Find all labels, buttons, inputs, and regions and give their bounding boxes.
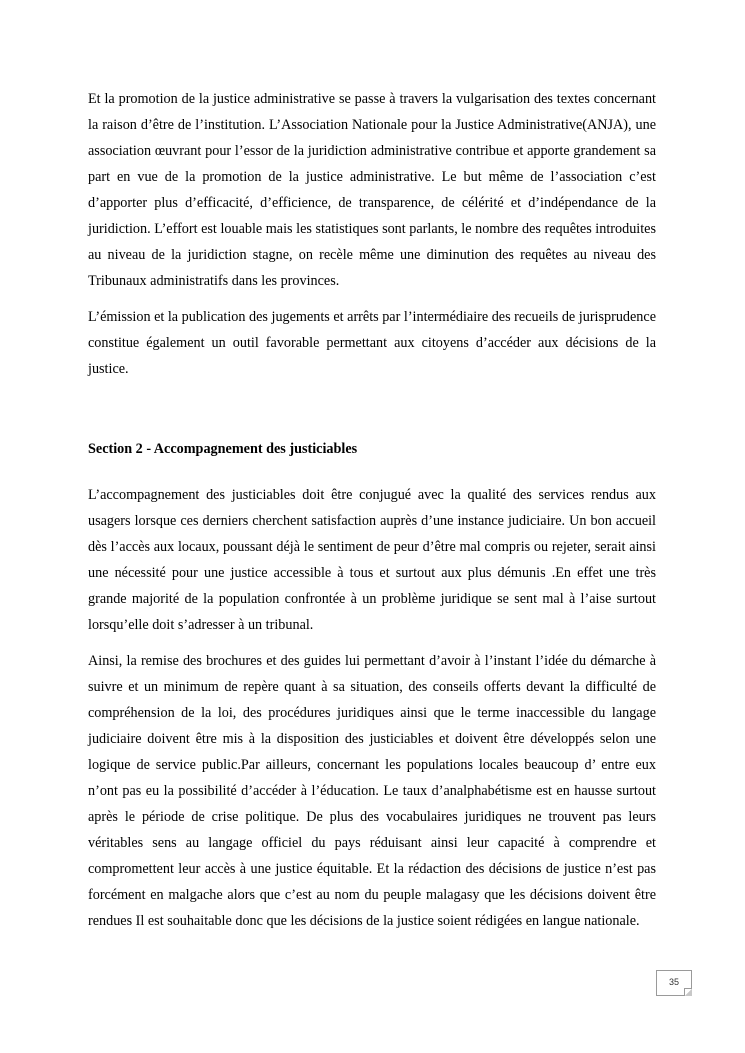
- document-page: [88, 86, 656, 934]
- paragraph-jurisprudence-publication: L’émission et la publication des jugements et arrêts par l’intermédiaire des recueils de jurisprudence constitue également un outil favorable permettant aux citoyens d’accéder aux décisions de la justice.: [88, 309, 656, 377]
- page-number-box: [656, 970, 692, 996]
- page-corner-fold-icon: [684, 988, 692, 996]
- page-number: 35: [668, 977, 679, 987]
- paragraph-justice-promotion: Et la promotion de la justice administrative se passe à travers la vulgarisation des textes concernant la raison d’être de l’institution. L’Association Nationale pour la Justice Administrative(ANJA), une association œuvrant pour l’essor de la juridiction administrative contribue et apporte grandement sa part en vue de la promotion de la justice administrative. Le but même de l’association c’est d’apporter plus d’efficacité, d’efficience, de transparence, de célérité et d’indépendance de la juridiction. L’effort est louable mais les statistiques sont parlants, le nombre des requêtes introduites au niveau de la juridiction stagne, on recèle même une diminution des requêtes au niveau des Tribunaux administratifs dans les provinces.: [88, 91, 656, 289]
- paragraph-brochures-guides: Ainsi, la remise des brochures et des guides lui permettant d’avoir à l’instant l’idée du démarche à suivre et un minimum de repère quant à sa situation, des conseils offerts devant la difficulté de compréhension de la loi, des procédures juridiques ainsi que le terme inaccessible du langage judiciaire doivent être mis à la disposition des justiciables et doivent être développés selon une logique de service public.Par ailleurs, concernant les populations locales beaucoup d’ entre eux n’ont pas eu la possibilité d’accéder à l’éducation. Le taux d’analphabétisme est en hausse surtout après le période de crise politique. De plus des vocabulaires juridiques ne trouvent pas leurs véritables sens au langage officiel du pays réduisant ainsi leur capacité à comprendre et compromettent leur accès à une justice équitable. Et la rédaction des décisions de justice n’est pas forcément en malgache alors que c’est au nom du peuple malagasy que les décisions doivent être rendues Il est souhaitable donc que les décisions de la justice soient rédigées en langue nationale.: [88, 653, 656, 929]
- paragraph-accompaniment: L’accompagnement des justiciables doit être conjugué avec la qualité des services rendus aux usagers lorsque ces derniers cherchent satisfaction auprès d’une instance judiciaire. Un bon accueil dès l’accès aux locaux, poussant déjà le sentiment de peur d’être mal compris ou rejeter, serait ainsi une nécessité pour une justice accessible à tous et surtout aux plus démunis .En effet une très grande majorité de la population confrontée à un problème juridique se sent mal à l’aise surtout lorsqu’elle doit s’adresser à un tribunal.: [88, 487, 656, 633]
- section-heading: Section 2 - Accompagnement des justiciables: [88, 441, 358, 457]
